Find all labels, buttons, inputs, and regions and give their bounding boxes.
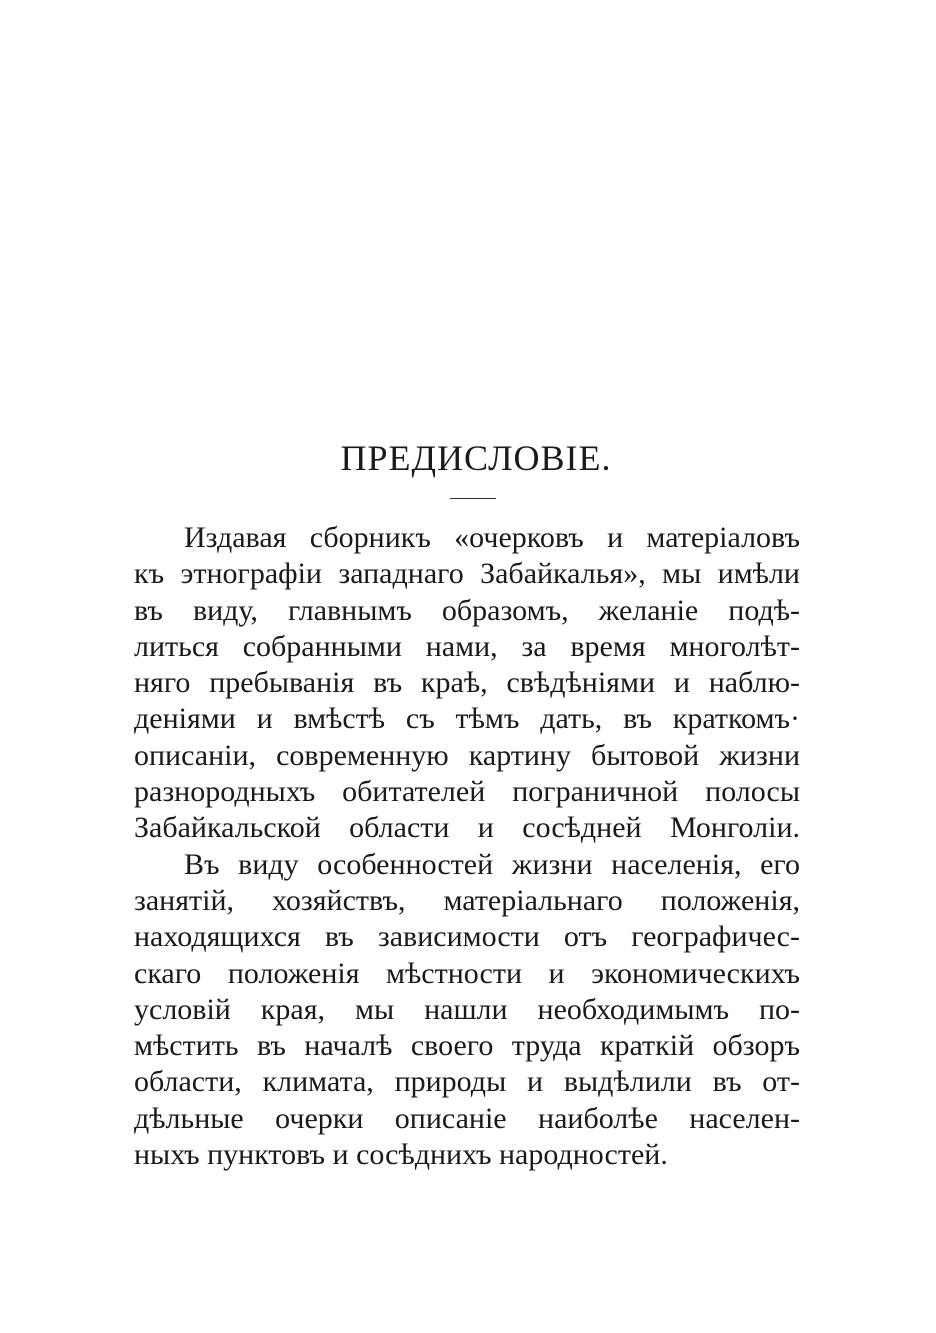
text-line: ныхъ пунктовъ и сосѣднихъ народностей. xyxy=(134,1138,668,1172)
preface-text xyxy=(134,520,800,1173)
text-line: въ виду, главнымъ образомъ, желаніе подѣ- xyxy=(134,593,800,627)
text-line: къ этнографіи западнаго Забайкалья», мы имѣли xyxy=(134,557,800,591)
text-line: области, климата, природы и выдѣлили въ от- xyxy=(134,1065,800,1099)
text-line: литься собранными нами, за время многолѣт- xyxy=(134,629,800,663)
text-line: находящихся въ зависимости отъ географичес- xyxy=(134,920,800,954)
text-line: Въ виду особенностей жизни населенія, его xyxy=(184,847,800,881)
text-line: условій края, мы нашли необходимымъ по- xyxy=(134,992,800,1026)
text-line: занятій, хозяйствъ, матеріальнаго положенія, xyxy=(134,883,800,917)
title-divider xyxy=(450,498,496,499)
page-title: ПРЕДИСЛОВІЕ. xyxy=(340,438,612,478)
text-line: Издавая сборникъ «очерковъ и матеріаловъ xyxy=(184,521,800,554)
text-line: разнородныхъ обитателей пограничной полосы xyxy=(134,775,800,809)
text-line: няго пребыванія въ краѣ, свѣдѣніями и наблю- xyxy=(134,666,800,700)
text-line: скаго положенія мѣстности и экономическихъ xyxy=(134,956,800,990)
text-line: описаніи, современную картину бытовой жизни xyxy=(134,738,800,772)
text-line: деніями и вмѣстѣ съ тѣмъ дать, въ краткомъ· xyxy=(134,702,800,736)
text-line: Забайкальской области и сосѣдней Монголіи. xyxy=(134,811,800,845)
text-line: дѣльные очерки описаніе наиболѣе населен- xyxy=(134,1101,800,1135)
text-line: мѣстить въ началѣ своего труда краткій обзоръ xyxy=(134,1029,800,1063)
